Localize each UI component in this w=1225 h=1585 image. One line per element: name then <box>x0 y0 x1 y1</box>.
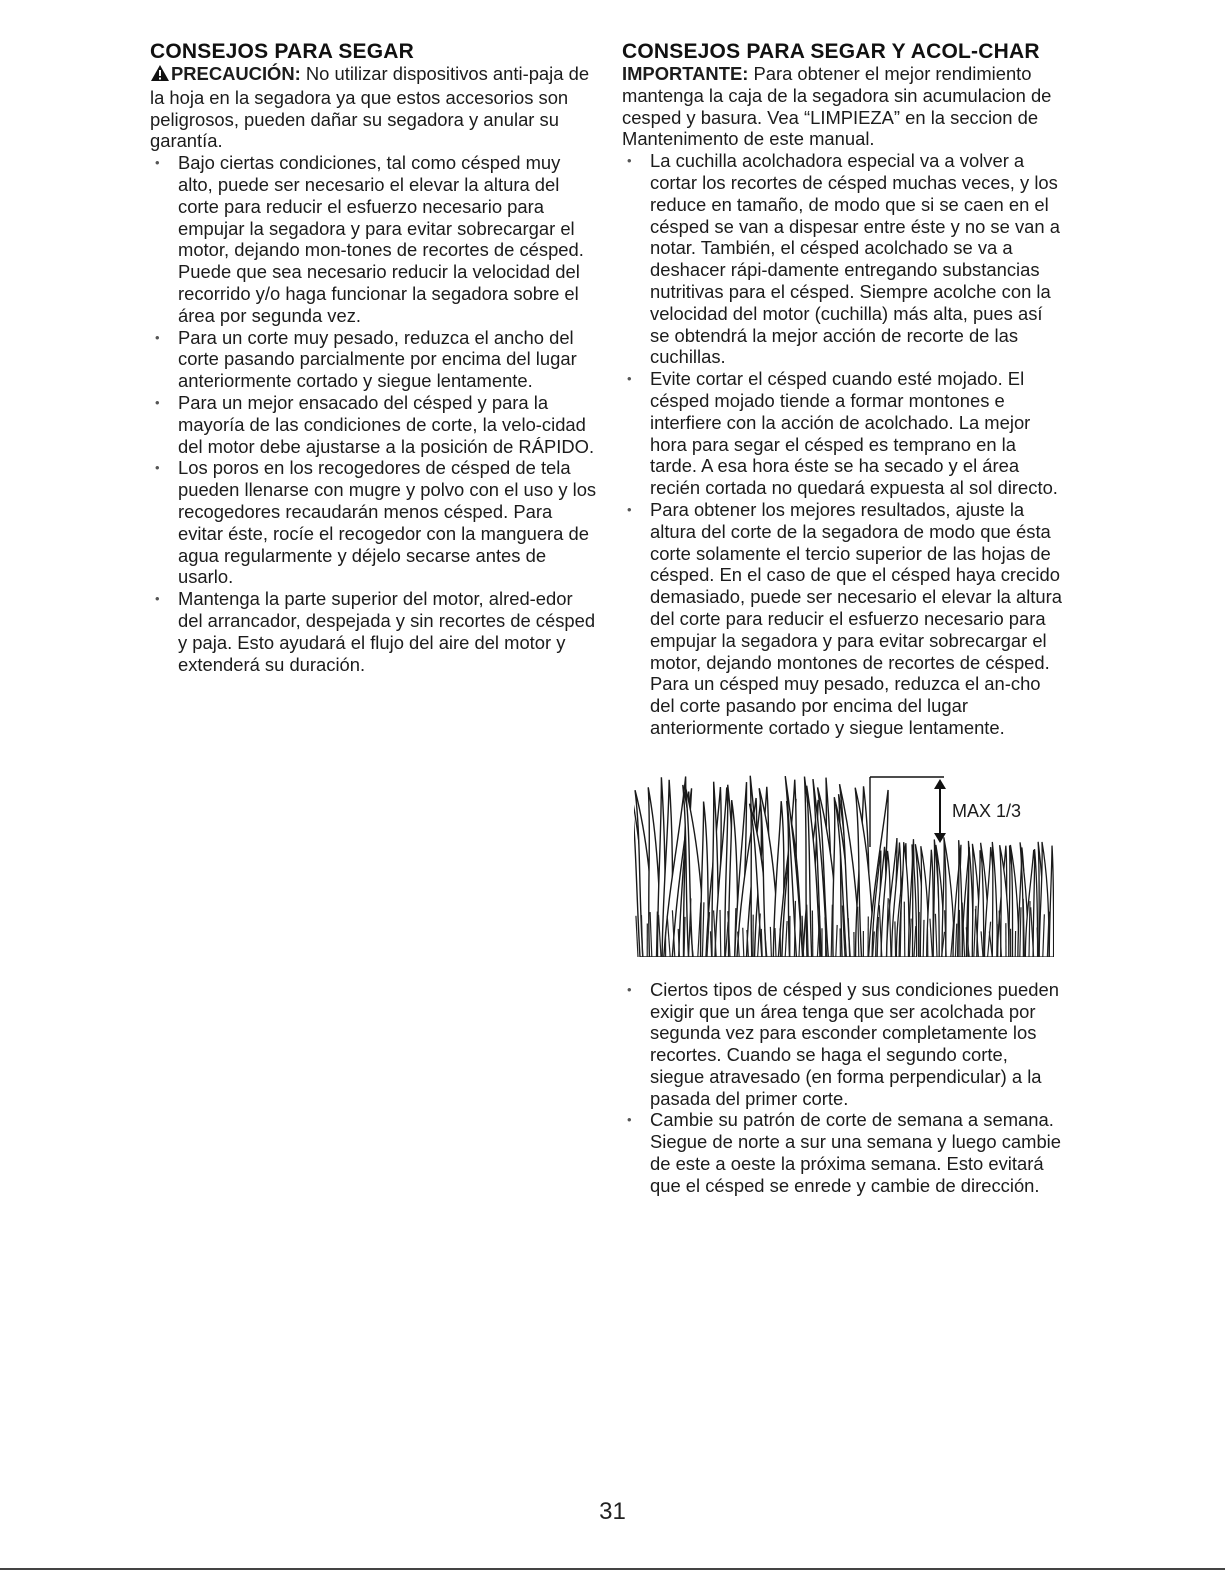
right-bullet-list-continued <box>622 979 1062 1197</box>
arrow-up-icon <box>934 779 946 789</box>
left-bullet-list <box>150 152 600 675</box>
important-label: IMPORTANTE: <box>622 63 749 84</box>
caution-label: PRECAUCIÓN: <box>171 63 301 84</box>
grass-cutting-height-illustration <box>634 767 1054 957</box>
list-item: • Mantenga la parte superior del motor, alred-edor del arrancador, despejada y sin recortes de césped y paja. Esto ayudará el flujo del aire del motor y extenderá su duración. <box>150 588 600 675</box>
max-one-third-label: MAX 1/3 <box>952 800 1022 821</box>
cut-grass-blade <box>1049 845 1053 956</box>
grass-illustration-graphic <box>634 767 1054 957</box>
caution-text: No utilizar dispositivos anti-paja de la hoja en la segadora ya que estos accesorios son peligrosos, pueden dañar su segadora y anular su garantía. <box>150 63 590 152</box>
list-item: • Para obtener los mejores resultados, ajuste la altura del corte de la segadora de modo que ésta corte solamente el tercio superior de las hojas de césped. En el caso de que el césped haya crecido demasiado, puede ser necesario el elevar la altura del corte para reducir el esfuerzo necesario para empujar la segadora y para evitar sobrecargar el motor, dejando montones de recortes de césped. Para un césped muy pesado, reduzca el an-cho del corte pasando por encima del lugar anteriormente cortado y siegue lentamente. <box>622 499 1062 739</box>
grass-shade-line <box>720 910 721 957</box>
list-item: • Para un mejor ensacado del césped y para la mayoría de las condiciones de corte, la velo-cidad del motor debe ajustarse a la posición de RÁPIDO. <box>150 392 600 457</box>
grass-shade-line <box>904 901 905 956</box>
bottom-rule <box>0 1568 1225 1570</box>
section-heading-consejos-para-segar: CONSEJOS PARA SEGAR <box>150 40 415 63</box>
list-item: • Ciertos tipos de césped y sus condiciones pueden exigir que un área tenga que ser acolchada por segunda vez para esconder completamente los recortes. Cuando se haga el segundo corte, siegue atravesado (en forma perpendicular) a la pasada del primer corte. <box>622 979 1062 1110</box>
grass-shade-line <box>959 910 960 957</box>
grass-shade-line <box>923 920 924 957</box>
right-bullet-list <box>622 150 1062 739</box>
grass-shade-line <box>919 912 920 957</box>
left-column <box>150 40 600 675</box>
important-paragraph <box>622 63 1062 150</box>
right-column <box>622 40 1062 1197</box>
section-heading-consejos-para-segar-y-acolchar: CONSEJOS PARA SEGAR Y ACOL-CHAR <box>622 40 1040 63</box>
grass-shade-line <box>780 928 781 957</box>
caution-paragraph <box>150 63 600 152</box>
list-item: • Bajo ciertas condiciones, tal como césped muy alto, puede ser necesario el elevar la altura del corte para reducir el esfuerzo necesario para empujar la segadora y para evitar sobrecargar el motor, dejando mon-tones de recortes de césped. Puede que sea necesario reducir la velocidad del recorrido y/o haga funcionar la segadora sobre el área por segunda vez. <box>150 152 600 326</box>
grass-shade-line <box>895 921 896 957</box>
important-text: Para obtener el mejor rendimiento mantenga la caja de la segadora sin acumulacion de cesped y basura. Vea “LIMPIEZA” en la seccion de Mantenimento de este manual. <box>622 63 1052 150</box>
page-number: 31 <box>599 1498 626 1525</box>
list-item: • La cuchilla acolchadora especial va a volver a cortar los recortes de césped muchas veces, y los reduce en tamaño, de modo que si se caen en el césped se van a dispesar entre éste y no se van a notar. También, el césped acolchado se va a deshacer rápi-damente entregando substancias nutritivas para el césped. Siempre acolche con la velocidad del motor (cuchilla) más alta, pues así se obtendrá la mejor acción de recorte de las cuchillas. <box>622 150 1062 368</box>
list-item: • Para un corte muy pesado, reduzca el ancho del corte pasando parcialmente por encima del lugar anteriormente cortado y siegue lentamente. <box>150 327 600 392</box>
warning-triangle-icon <box>150 64 170 87</box>
list-item: • Evite cortar el césped cuando esté mojado. El césped mojado tiende a formar montones e interfiere con la acción de acolchado. La mejor hora para segar el césped es temprano en la tarde. A esa hora éste se ha secado y el área recién cortada no quedará expuesta al sol directo. <box>622 368 1062 499</box>
list-item: • Cambie su patrón de corte de semana a semana. Siegue de norte a sur una semana y luego cambie de este a oeste la próxima semana. Esto evitará que el césped se enrede y cambie de dirección. <box>622 1109 1062 1196</box>
list-item: • Los poros en los recogedores de césped de tela pueden llenarse con mugre y polvo con el uso y los recogedores recaudarán menos césped. Para evitar éste, rocíe el recogedor con la manguera de agua regularmente y déjelo secarse antes de usarlo. <box>150 457 600 588</box>
